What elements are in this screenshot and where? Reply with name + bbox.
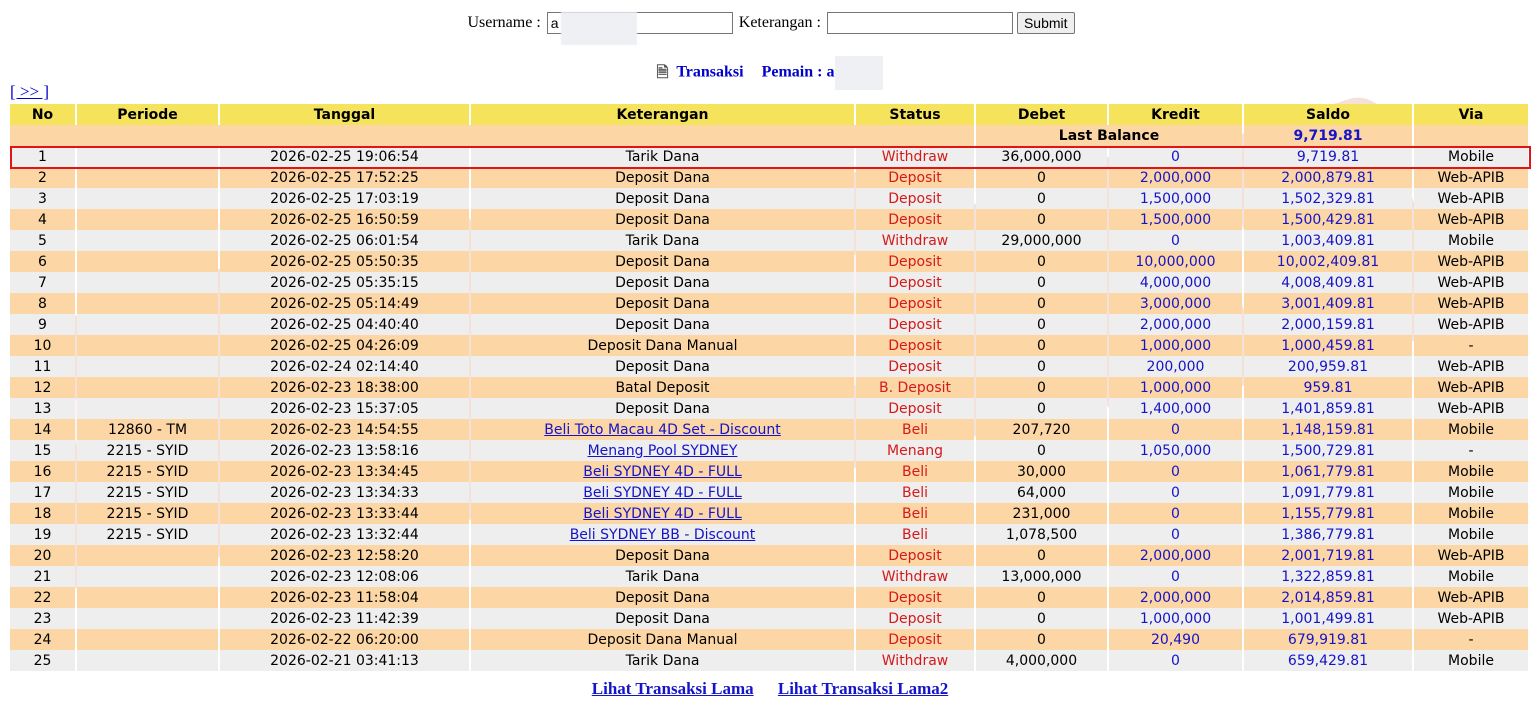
cell-no: 14 [10, 419, 75, 440]
cell-kredit: 0 [1109, 230, 1242, 251]
cell-no: 12 [10, 377, 75, 398]
cell-periode [77, 608, 218, 629]
cell-status: Deposit [856, 272, 974, 293]
submit-button[interactable]: Submit [1017, 12, 1075, 34]
column-header: Tanggal [220, 104, 469, 125]
table-row [10, 524, 1528, 545]
cell-status: Withdraw [856, 146, 974, 167]
cell-tanggal: 2026-02-25 17:03:19 [220, 188, 469, 209]
cell-via: Web-APIB [1414, 587, 1528, 608]
keterangan-input[interactable] [827, 12, 1013, 34]
cell-via: Mobile [1414, 461, 1528, 482]
footer-links [0, 679, 1540, 699]
table-row [10, 461, 1528, 482]
transaction-detail-link[interactable]: Menang Pool SYDNEY [587, 442, 738, 459]
cell-no: 25 [10, 650, 75, 671]
cell-debet: 30,000 [976, 461, 1107, 482]
cell-saldo: 1,091,779.81 [1244, 482, 1412, 503]
search-form [0, 12, 1540, 34]
cell-keterangan [471, 503, 854, 524]
table-row [10, 398, 1528, 419]
cell-saldo: 1,322,859.81 [1244, 566, 1412, 587]
cell-via: Web-APIB [1414, 293, 1528, 314]
title-transaksi: Transaksi [676, 63, 744, 81]
cell-debet: 29,000,000 [976, 230, 1107, 251]
cell-status: Deposit [856, 293, 974, 314]
cell-saldo: 4,008,409.81 [1244, 272, 1412, 293]
cell-saldo: 1,500,729.81 [1244, 440, 1412, 461]
cell-kredit: 2,000,000 [1109, 167, 1242, 188]
cell-kredit: 4,000,000 [1109, 272, 1242, 293]
cell-no: 20 [10, 545, 75, 566]
cell-debet: 0 [976, 188, 1107, 209]
cell-via: Mobile [1414, 566, 1528, 587]
cell-keterangan [471, 482, 854, 503]
cell-periode: 2215 - SYID [77, 524, 218, 545]
table-row [10, 293, 1528, 314]
cell-saldo: 1,502,329.81 [1244, 188, 1412, 209]
cell-saldo: 1,500,429.81 [1244, 209, 1412, 230]
cell-debet: 36,000,000 [976, 146, 1107, 167]
cell-periode [77, 398, 218, 419]
cell-tanggal: 2026-02-23 14:54:55 [220, 419, 469, 440]
transaction-detail-link[interactable]: Beli Toto Macau 4D Set - Discount [544, 421, 781, 438]
cell-saldo: 2,000,879.81 [1244, 167, 1412, 188]
cell-keterangan: Deposit Dana [471, 293, 854, 314]
column-header: Status [856, 104, 974, 125]
column-header: Saldo [1244, 104, 1412, 125]
table-row [10, 335, 1528, 356]
table-row [10, 167, 1528, 188]
table-row [10, 503, 1528, 524]
cell-via: - [1414, 440, 1528, 461]
cell-debet: 0 [976, 440, 1107, 461]
cell-no: 19 [10, 524, 75, 545]
cell-no: 16 [10, 461, 75, 482]
cell-via: - [1414, 629, 1528, 650]
table-row [10, 650, 1528, 671]
cell-periode: 12860 - TM [77, 419, 218, 440]
cell-kredit: 0 [1109, 461, 1242, 482]
table-row [10, 272, 1528, 293]
cell-periode [77, 146, 218, 167]
cell-debet: 231,000 [976, 503, 1107, 524]
cell-saldo: 1,001,499.81 [1244, 608, 1412, 629]
cell-keterangan [471, 461, 854, 482]
cell-periode [77, 293, 218, 314]
column-header: No [10, 104, 75, 125]
cell-kredit: 0 [1109, 419, 1242, 440]
cell-no: 4 [10, 209, 75, 230]
cell-debet: 0 [976, 608, 1107, 629]
cell-keterangan: Deposit Dana [471, 251, 854, 272]
cell-tanggal: 2026-02-25 17:52:25 [220, 167, 469, 188]
cell-via: Web-APIB [1414, 209, 1528, 230]
keterangan-label: Keterangan : [738, 13, 821, 31]
cell-saldo: 1,000,459.81 [1244, 335, 1412, 356]
table-row [10, 209, 1528, 230]
cell-no: 9 [10, 314, 75, 335]
cell-tanggal: 2026-02-23 13:33:44 [220, 503, 469, 524]
cell-debet: 0 [976, 251, 1107, 272]
cell-periode [77, 566, 218, 587]
column-header: Via [1414, 104, 1528, 125]
cell-keterangan: Deposit Dana [471, 314, 854, 335]
cell-status: Deposit [856, 545, 974, 566]
table-row [10, 356, 1528, 377]
last-balance-value: 9,719.81 [1244, 125, 1412, 146]
cell-debet: 0 [976, 377, 1107, 398]
cell-status: Deposit [856, 587, 974, 608]
cell-status: Deposit [856, 356, 974, 377]
cell-tanggal: 2026-02-23 13:58:16 [220, 440, 469, 461]
cell-kredit: 0 [1109, 524, 1242, 545]
cell-periode [77, 314, 218, 335]
cell-no: 7 [10, 272, 75, 293]
title-pemain: Pemain : a [761, 63, 835, 81]
cell-via: Web-APIB [1414, 398, 1528, 419]
table-row [10, 482, 1528, 503]
cell-debet: 13,000,000 [976, 566, 1107, 587]
cell-via: Web-APIB [1414, 314, 1528, 335]
cell-status: Deposit [856, 209, 974, 230]
cell-no: 18 [10, 503, 75, 524]
cell-status: Deposit [856, 629, 974, 650]
cell-periode: 2215 - SYID [77, 461, 218, 482]
cell-tanggal: 2026-02-25 19:06:54 [220, 146, 469, 167]
table-row [10, 251, 1528, 272]
cell-via: Web-APIB [1414, 377, 1528, 398]
cell-status: Deposit [856, 335, 974, 356]
cell-saldo: 1,401,859.81 [1244, 398, 1412, 419]
cell-periode [77, 356, 218, 377]
cell-kredit: 3,000,000 [1109, 293, 1242, 314]
username-label: Username : [467, 13, 541, 31]
page-title [0, 56, 1540, 90]
cell-tanggal: 2026-02-23 12:58:20 [220, 545, 469, 566]
cell-kredit: 0 [1109, 482, 1242, 503]
table-row [10, 629, 1528, 650]
cell-kredit: 1,000,000 [1109, 377, 1242, 398]
table-row [10, 188, 1528, 209]
cell-keterangan [471, 419, 854, 440]
transactions-table [8, 104, 1530, 671]
cell-kredit: 20,490 [1109, 629, 1242, 650]
cell-debet: 0 [976, 209, 1107, 230]
cell-no: 23 [10, 608, 75, 629]
table-row [10, 545, 1528, 566]
cell-periode [77, 377, 218, 398]
cell-periode [77, 545, 218, 566]
cell-periode [77, 167, 218, 188]
cell-saldo: 2,001,719.81 [1244, 545, 1412, 566]
cell-status: Deposit [856, 608, 974, 629]
cell-status: Deposit [856, 188, 974, 209]
cell-periode [77, 209, 218, 230]
cell-keterangan: Deposit Dana [471, 587, 854, 608]
cell-saldo: 1,148,159.81 [1244, 419, 1412, 440]
cell-debet: 0 [976, 272, 1107, 293]
cell-debet: 0 [976, 398, 1107, 419]
cell-via: Mobile [1414, 503, 1528, 524]
cell-periode [77, 188, 218, 209]
cell-tanggal: 2026-02-23 11:42:39 [220, 608, 469, 629]
cell-status: Beli [856, 524, 974, 545]
cell-keterangan: Tarik Dana [471, 146, 854, 167]
cell-tanggal: 2026-02-23 13:32:44 [220, 524, 469, 545]
last-balance-row [10, 125, 1528, 146]
cell-tanggal: 2026-02-25 05:14:49 [220, 293, 469, 314]
cell-debet: 64,000 [976, 482, 1107, 503]
cell-tanggal: 2026-02-23 13:34:33 [220, 482, 469, 503]
cell-kredit: 1,000,000 [1109, 608, 1242, 629]
cell-tanggal: 2026-02-23 11:58:04 [220, 587, 469, 608]
cell-via: Mobile [1414, 524, 1528, 545]
cell-via: Web-APIB [1414, 167, 1528, 188]
cell-periode: 2215 - SYID [77, 482, 218, 503]
table-row [10, 377, 1528, 398]
cell-periode [77, 272, 218, 293]
cell-kredit: 1,400,000 [1109, 398, 1242, 419]
cell-keterangan: Deposit Dana [471, 188, 854, 209]
cell-no: 11 [10, 356, 75, 377]
cell-periode [77, 251, 218, 272]
cell-tanggal: 2026-02-23 18:38:00 [220, 377, 469, 398]
cell-saldo: 959.81 [1244, 377, 1412, 398]
cell-no: 10 [10, 335, 75, 356]
cell-status: Beli [856, 461, 974, 482]
cell-periode [77, 335, 218, 356]
cell-debet: 4,000,000 [976, 650, 1107, 671]
cell-periode [77, 650, 218, 671]
cell-no: 22 [10, 587, 75, 608]
cell-status: Deposit [856, 251, 974, 272]
cell-keterangan: Tarik Dana [471, 230, 854, 251]
table-row [10, 146, 1528, 167]
cell-status: Deposit [856, 167, 974, 188]
cell-status: Withdraw [856, 650, 974, 671]
last-balance-label: Last Balance [976, 125, 1242, 146]
transaction-detail-link[interactable]: Beli SYDNEY 4D - FULL [583, 484, 742, 501]
cell-keterangan: Deposit Dana [471, 356, 854, 377]
cell-via: Web-APIB [1414, 545, 1528, 566]
cell-via: Web-APIB [1414, 608, 1528, 629]
cell-no: 6 [10, 251, 75, 272]
table-header-row [10, 104, 1528, 125]
cell-no: 1 [10, 146, 75, 167]
cell-status: Menang [856, 440, 974, 461]
transaction-detail-link[interactable]: Beli SYDNEY BB - Discount [569, 526, 756, 543]
cell-saldo: 1,386,779.81 [1244, 524, 1412, 545]
cell-debet: 0 [976, 335, 1107, 356]
cell-tanggal: 2026-02-25 05:50:35 [220, 251, 469, 272]
cell-via: Web-APIB [1414, 356, 1528, 377]
redaction-mask [835, 56, 883, 90]
cell-no: 15 [10, 440, 75, 461]
cell-status: Beli [856, 503, 974, 524]
table-row [10, 608, 1528, 629]
cell-tanggal: 2026-02-22 06:20:00 [220, 629, 469, 650]
table-row [10, 230, 1528, 251]
cell-kredit: 2,000,000 [1109, 545, 1242, 566]
table-row [10, 419, 1528, 440]
cell-tanggal: 2026-02-23 15:37:05 [220, 398, 469, 419]
cell-tanggal: 2026-02-25 16:50:59 [220, 209, 469, 230]
cell-keterangan: Deposit Dana [471, 545, 854, 566]
cell-debet: 0 [976, 587, 1107, 608]
table-row [10, 587, 1528, 608]
cell-saldo: 2,014,859.81 [1244, 587, 1412, 608]
next-page-link[interactable]: [ >> ] [10, 82, 49, 101]
cell-status: Deposit [856, 398, 974, 419]
cell-kredit: 10,000,000 [1109, 251, 1242, 272]
cell-tanggal: 2026-02-25 04:40:40 [220, 314, 469, 335]
cell-kredit: 0 [1109, 146, 1242, 167]
cell-periode [77, 629, 218, 650]
cell-via: Web-APIB [1414, 188, 1528, 209]
cell-no: 2 [10, 167, 75, 188]
document-icon: 🗎 [656, 64, 669, 81]
cell-status: Deposit [856, 314, 974, 335]
cell-kredit: 0 [1109, 503, 1242, 524]
cell-via: Mobile [1414, 230, 1528, 251]
column-header: Periode [77, 104, 218, 125]
older-transactions-link[interactable]: Lihat Transaksi Lama [591, 679, 754, 698]
table-row [10, 440, 1528, 461]
cell-via: Web-APIB [1414, 272, 1528, 293]
cell-kredit: 1,500,000 [1109, 209, 1242, 230]
cell-keterangan [471, 440, 854, 461]
cell-tanggal: 2026-02-21 03:41:13 [220, 650, 469, 671]
cell-periode: 2215 - SYID [77, 503, 218, 524]
column-header: Kredit [1109, 104, 1242, 125]
cell-via: Web-APIB [1414, 251, 1528, 272]
cell-kredit: 2,000,000 [1109, 314, 1242, 335]
cell-no: 17 [10, 482, 75, 503]
cell-keterangan: Deposit Dana Manual [471, 335, 854, 356]
cell-kredit: 1,000,000 [1109, 335, 1242, 356]
cell-saldo: 1,061,779.81 [1244, 461, 1412, 482]
cell-tanggal: 2026-02-23 12:08:06 [220, 566, 469, 587]
cell-keterangan: Deposit Dana Manual [471, 629, 854, 650]
cell-keterangan: Tarik Dana [471, 566, 854, 587]
cell-debet: 0 [976, 293, 1107, 314]
cell-via: Mobile [1414, 650, 1528, 671]
cell-keterangan: Batal Deposit [471, 377, 854, 398]
cell-tanggal: 2026-02-24 02:14:40 [220, 356, 469, 377]
cell-kredit: 1,500,000 [1109, 188, 1242, 209]
cell-keterangan: Deposit Dana [471, 272, 854, 293]
cell-saldo: 3,001,409.81 [1244, 293, 1412, 314]
cell-no: 13 [10, 398, 75, 419]
cell-via: Mobile [1414, 146, 1528, 167]
cell-keterangan: Deposit Dana [471, 209, 854, 230]
cell-saldo: 9,719.81 [1244, 146, 1412, 167]
cell-no: 24 [10, 629, 75, 650]
cell-saldo: 10,002,409.81 [1244, 251, 1412, 272]
table-row [10, 566, 1528, 587]
cell-via: Mobile [1414, 482, 1528, 503]
cell-status: Beli [856, 419, 974, 440]
cell-tanggal: 2026-02-25 04:26:09 [220, 335, 469, 356]
cell-kredit: 2,000,000 [1109, 587, 1242, 608]
cell-debet: 207,720 [976, 419, 1107, 440]
cell-status: Withdraw [856, 566, 974, 587]
cell-saldo: 200,959.81 [1244, 356, 1412, 377]
cell-kredit: 0 [1109, 650, 1242, 671]
cell-tanggal: 2026-02-25 05:35:15 [220, 272, 469, 293]
column-header: Keterangan [471, 104, 854, 125]
cell-saldo: 2,000,159.81 [1244, 314, 1412, 335]
cell-debet: 1,078,500 [976, 524, 1107, 545]
cell-saldo: 1,155,779.81 [1244, 503, 1412, 524]
column-header: Debet [976, 104, 1107, 125]
older-transactions-link-2[interactable]: Lihat Transaksi Lama2 [777, 679, 949, 698]
cell-tanggal: 2026-02-23 13:34:45 [220, 461, 469, 482]
cell-keterangan: Tarik Dana [471, 650, 854, 671]
cell-no: 3 [10, 188, 75, 209]
cell-keterangan: Deposit Dana [471, 608, 854, 629]
cell-kredit: 0 [1109, 566, 1242, 587]
cell-saldo: 659,429.81 [1244, 650, 1412, 671]
cell-status: Withdraw [856, 230, 974, 251]
cell-debet: 0 [976, 629, 1107, 650]
cell-debet: 0 [976, 356, 1107, 377]
cell-periode: 2215 - SYID [77, 440, 218, 461]
cell-status: B. Deposit [856, 377, 974, 398]
cell-via: Mobile [1414, 419, 1528, 440]
cell-no: 21 [10, 566, 75, 587]
cell-no: 5 [10, 230, 75, 251]
cell-debet: 0 [976, 314, 1107, 335]
cell-keterangan: Deposit Dana [471, 167, 854, 188]
cell-status: Beli [856, 482, 974, 503]
table-row [10, 314, 1528, 335]
cell-kredit: 1,050,000 [1109, 440, 1242, 461]
transaction-detail-link[interactable]: Beli SYDNEY 4D - FULL [583, 463, 742, 480]
cell-keterangan [471, 524, 854, 545]
cell-via: - [1414, 335, 1528, 356]
cell-debet: 0 [976, 167, 1107, 188]
cell-saldo: 1,003,409.81 [1244, 230, 1412, 251]
username-field-wrap [547, 12, 733, 34]
cell-debet: 0 [976, 545, 1107, 566]
cell-periode [77, 230, 218, 251]
cell-kredit: 200,000 [1109, 356, 1242, 377]
cell-keterangan: Deposit Dana [471, 398, 854, 419]
cell-tanggal: 2026-02-25 06:01:54 [220, 230, 469, 251]
transaction-detail-link[interactable]: Beli SYDNEY 4D - FULL [583, 505, 742, 522]
cell-saldo: 679,919.81 [1244, 629, 1412, 650]
cell-no: 8 [10, 293, 75, 314]
redaction-mask [561, 12, 637, 45]
cell-periode [77, 587, 218, 608]
